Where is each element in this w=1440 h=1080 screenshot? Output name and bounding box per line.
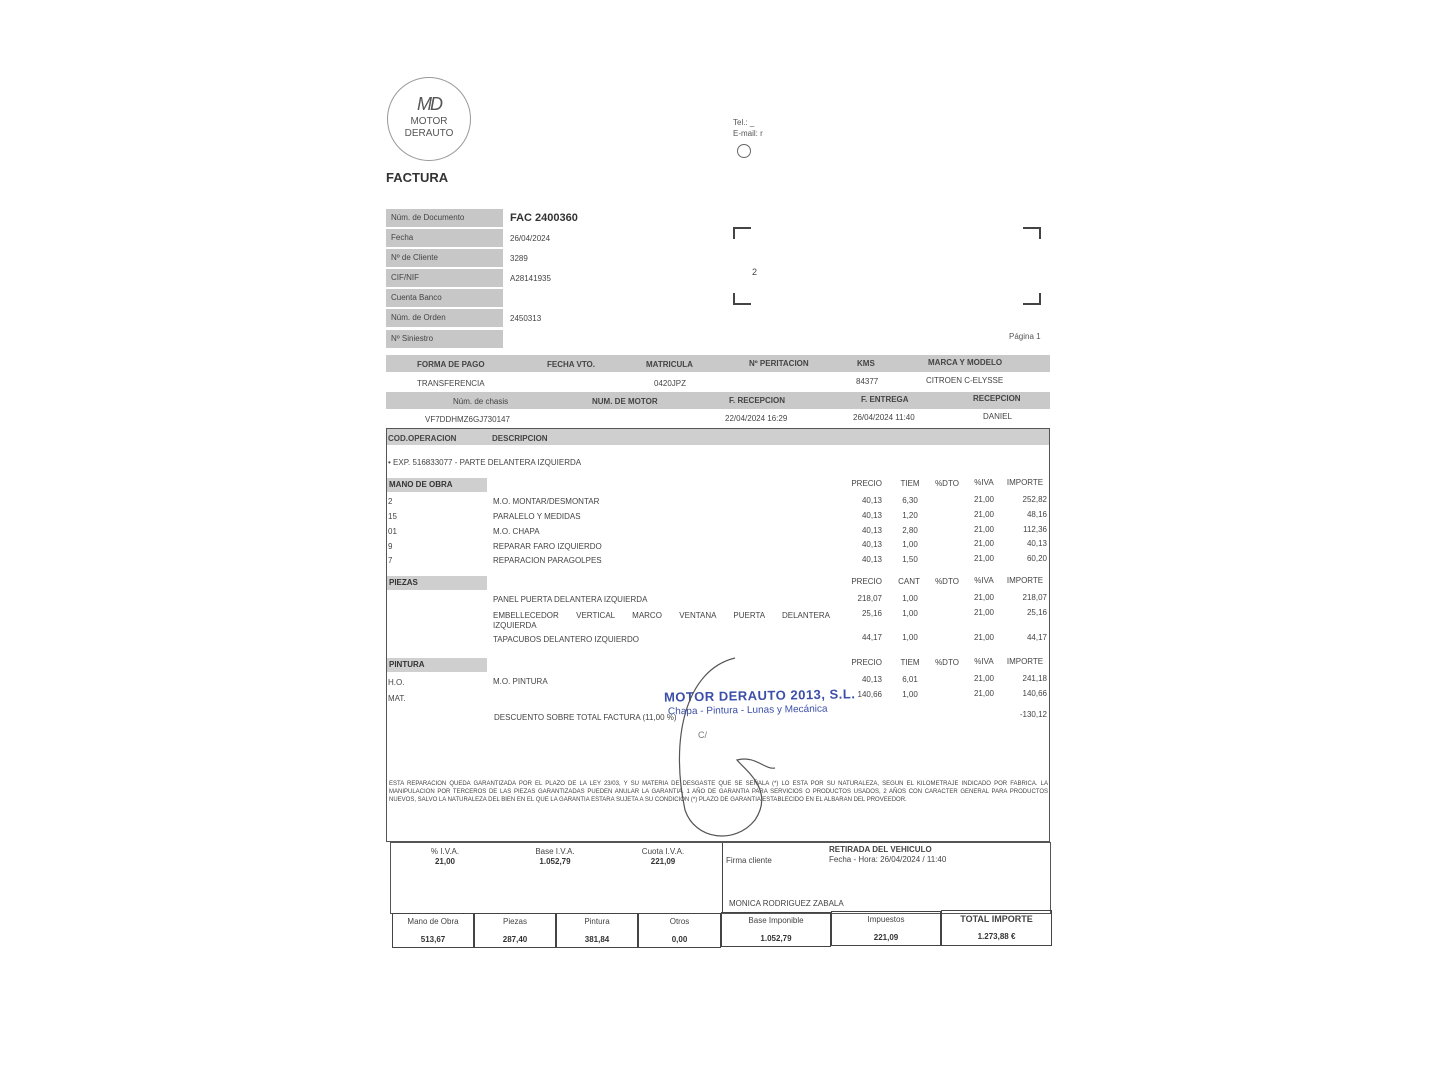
mileage: 84377 (856, 377, 879, 386)
signature (665, 650, 785, 850)
pieza-desc: EMBELLECEDOR VERTICAL MARCO VENTANA PUERTA DELANTERA (493, 611, 830, 620)
social-icon (737, 144, 751, 158)
mano-tiem: 1,20 (902, 511, 918, 520)
pieza-cant: 1,00 (902, 633, 918, 642)
pintura-tiem: 1,00 (902, 690, 918, 699)
mano-importe: 112,36 (1023, 525, 1047, 534)
header-kms: KMS (857, 359, 875, 368)
mano-col-precio: PRECIO (851, 479, 882, 488)
pieza-desc-cont: IZQUIERDA (493, 621, 537, 630)
page-title: FACTURA (386, 170, 449, 185)
mano-tiem: 2,80 (902, 526, 918, 535)
discount-value: -130,12 (1019, 710, 1047, 719)
mano-code: 01 (388, 527, 397, 536)
field-label-cuenta: Cuenta Banco (386, 289, 503, 307)
pieza-importe: 44,17 (1026, 633, 1047, 642)
vehicle-pickup-title: RETIRADA DEL VEHICULO (829, 845, 932, 854)
pieza-iva: 21,00 (973, 608, 995, 617)
mano-col-tiem: TIEM (900, 479, 920, 488)
logo-mark: MD (417, 94, 441, 114)
pieza-precio: 44,17 (861, 633, 882, 642)
mano-desc: M.O. CHAPA (493, 527, 540, 536)
header-recepcion: RECEPCION (973, 394, 1021, 403)
mano-desc: M.O. MONTAR/DESMONTAR (493, 497, 600, 506)
mano-importe: 252,82 (1022, 495, 1047, 504)
mano-col-iva: %IVA (974, 478, 994, 487)
mano-importe: 40,13 (1026, 539, 1047, 548)
tax-cuota-label: Cuota I.V.A. (641, 847, 685, 856)
pieza-cant: 1,00 (902, 609, 918, 618)
section-pintura: PINTURA (387, 658, 487, 672)
total-header: Otros (669, 917, 690, 926)
mano-precio: 40,13 (861, 555, 882, 564)
warranty-text: ESTA REPARACION QUEDA GARANTIZADA POR EL PLAZO DE LA LEY 23/03, Y SU MATERIA DE DESGASTE QUE SE SEÑALA (*) LO ESTA POR SU NATURALEZA, SEGUN EL KILOMETRAJE INDICADO POR FABRICA. LA MANIPULACION POR TERCEROS DE LAS PIEZAS GARANTIZADAS PUEDEN ANULAR LA GARANTIA. 1 AÑO DE GARANTIA PARA SERVICIOS O PRODUCTOS USADOS, 2 AÑOS CON CARACTER GENERAL PARA PRODUCTOS NUEVOS, SALVO LA NATURALEZA DEL BIEN EN EL QUE LA GARANTIA ESTARA SUJETA A SU CONDICION (*) PLAZO DE GARANTIA ESTABLECIDO EN EL ALBARAN DEL PROVEEDOR. (389, 781, 1048, 803)
mano-code: 9 (388, 542, 393, 551)
total-cell (721, 912, 831, 947)
header-fecha-vto: FECHA VTO. (547, 360, 596, 369)
company-email: E-mail: r (733, 129, 763, 138)
total-header: Base Imponible (748, 916, 804, 925)
section-piezas: PIEZAS (387, 576, 487, 590)
document-date: 26/04/2024 (510, 234, 551, 243)
pieza-cant: 1,00 (902, 594, 918, 603)
discount-label: DESCUENTO SOBRE TOTAL FACTURA (11,00 %) (494, 713, 677, 722)
pintura-iva: 21,00 (973, 689, 995, 698)
total-value: 381,84 (584, 935, 610, 944)
mano-precio: 40,13 (861, 511, 882, 520)
mano-iva: 21,00 (973, 510, 995, 519)
client-name: MONICA RODRIGUEZ ZABALA (729, 899, 844, 908)
grand-total-value: 1.273,88 € (977, 932, 1016, 941)
pintura-code: H.O. (388, 678, 405, 687)
pieza-precio: 25,16 (861, 609, 882, 618)
tax-iva-label: % I.V.A. (430, 847, 460, 856)
client-number: 3289 (510, 254, 528, 263)
piezas-col-cant: CANT (898, 577, 920, 586)
header-chasis: Núm. de chasis (453, 397, 509, 406)
total-cell (831, 911, 941, 946)
pieza-importe: 25,16 (1026, 608, 1047, 617)
pintura-col-importe: IMPORTE (1006, 657, 1044, 666)
total-value: 0,00 (671, 935, 688, 944)
header-marca-modelo: MARCA Y MODELO (928, 358, 1003, 367)
mano-desc: REPARAR FARO IZQUIERDO (493, 542, 602, 551)
mano-col-dto: %DTO (935, 479, 959, 488)
chassis-number: VF7DDHMZ6GJ730147 (425, 415, 510, 424)
stamp-line3: C/ (698, 730, 707, 740)
order-number: 2450313 (510, 314, 542, 323)
company-tel: Tel.: _ (733, 118, 755, 127)
pintura-col-iva: %IVA (974, 657, 994, 666)
client-signature-label: Firma cliente (726, 856, 772, 865)
total-header: Mano de Obra (407, 917, 459, 926)
document-number: FAC 2400360 (510, 212, 578, 224)
mano-code: 15 (388, 512, 397, 521)
stamp-line2: Chapa - Pintura - Lunas y Mecánica (667, 703, 828, 718)
cif-value: A28141935 (510, 274, 551, 283)
delivery-date: 26/04/2024 11:40 (853, 413, 915, 422)
pintura-col-tiem: TIEM (900, 658, 920, 667)
mano-tiem: 6,30 (902, 496, 918, 505)
header-forma-pago: FORMA DE PAGO (417, 360, 485, 369)
total-cell (556, 913, 638, 948)
field-label-cif: CIF/NIF (386, 269, 503, 287)
reception-date: 22/04/2024 16:29 (725, 414, 788, 423)
pintura-importe: 241,18 (1022, 674, 1047, 683)
company-logo (387, 77, 471, 161)
field-label-documento: Núm. de Documento (386, 209, 503, 227)
total-value: 221,09 (873, 933, 899, 942)
mano-iva: 21,00 (973, 554, 995, 563)
total-header: Impuestos (867, 915, 905, 924)
piezas-col-precio: PRECIO (851, 577, 882, 586)
vehicle-model: CITROEN C-ELYSSE (926, 376, 1004, 385)
total-value: 287,40 (502, 935, 528, 944)
pintura-tiem: 6,01 (902, 675, 918, 684)
logo-line2: DERAUTO (404, 128, 454, 139)
recipient-line: 2 (752, 267, 758, 277)
mano-code: 7 (388, 556, 393, 565)
grand-total-header: TOTAL IMPORTE (960, 914, 1033, 924)
receptionist: DANIEL (983, 412, 1012, 421)
mano-tiem: 1,00 (902, 540, 918, 549)
stamp-line1: MOTOR DERAUTO 2013, S.L. (663, 686, 856, 705)
tax-iva-value: 21,00 (434, 857, 456, 866)
total-cell (392, 913, 474, 948)
pintura-col-precio: PRECIO (851, 658, 882, 667)
tax-cuota-value: 221,09 (650, 857, 676, 866)
pieza-desc: TAPACUBOS DELANTERO IZQUIERDO (493, 635, 639, 644)
mano-iva: 21,00 (973, 525, 995, 534)
pintura-precio: 140,66 (857, 690, 882, 699)
total-value: 513,67 (420, 935, 446, 944)
mano-precio: 40,13 (861, 540, 882, 549)
tax-base-label: Base I.V.A. (535, 847, 575, 856)
mano-col-importe: IMPORTE (1006, 478, 1044, 487)
mano-importe: 48,16 (1026, 510, 1047, 519)
mano-precio: 40,13 (861, 526, 882, 535)
expedient-line: • EXP. 516833077 - PARTE DELANTERA IZQUIERDA (388, 458, 582, 467)
header-descripcion: DESCRIPCION (492, 434, 548, 443)
mano-iva: 21,00 (973, 539, 995, 548)
license-plate: 0420JPZ (654, 379, 687, 388)
header-cod-operacion: COD.OPERACION (388, 434, 457, 443)
field-label-orden: Núm. de Orden (386, 309, 503, 327)
pintura-importe: 140,66 (1022, 689, 1047, 698)
pieza-iva: 21,00 (973, 593, 995, 602)
pintura-code: MAT. (388, 694, 406, 703)
mano-tiem: 1,50 (902, 555, 918, 564)
grand-total-cell (941, 910, 1052, 946)
pieza-iva: 21,00 (973, 633, 995, 642)
piezas-col-dto: %DTO (935, 577, 959, 586)
pintura-desc: M.O. PINTURA (493, 677, 548, 686)
total-cell (474, 913, 556, 948)
header-f-recepcion: F. RECEPCION (729, 396, 786, 405)
address-window (733, 227, 1041, 305)
header-matricula: MATRICULA (646, 360, 693, 369)
payment-method: TRANSFERENCIA (417, 379, 485, 388)
mano-desc: PARALELO Y MEDIDAS (493, 512, 581, 521)
vehicle-pickup-date: Fecha - Hora: 26/04/2024 / 11:40 (829, 855, 947, 864)
tax-base-value: 1.052,79 (539, 857, 571, 866)
pieza-importe: 218,07 (1022, 593, 1047, 602)
piezas-col-iva: %IVA (974, 576, 994, 585)
mano-precio: 40,13 (861, 496, 882, 505)
lines-header-bar (387, 429, 1049, 445)
pintura-iva: 21,00 (973, 674, 995, 683)
field-label-cliente: Nº de Cliente (386, 249, 503, 267)
header-peritacion: Nº PERITACION (749, 359, 809, 368)
total-cell (638, 913, 721, 948)
mano-code: 2 (388, 497, 393, 506)
total-value: 1.052,79 (760, 934, 792, 943)
pintura-precio: 40,13 (861, 675, 882, 684)
field-label-fecha: Fecha (386, 229, 503, 247)
field-label-siniestro: Nº Siniestro (386, 330, 503, 348)
piezas-col-importe: IMPORTE (1006, 576, 1044, 585)
header-num-motor: NUM. DE MOTOR (592, 397, 658, 406)
mano-desc: REPARACION PARAGOLPES (493, 556, 602, 565)
section-mano-obra: MANO DE OBRA (387, 478, 487, 492)
tax-box (390, 842, 1051, 914)
pieza-precio: 218,07 (857, 594, 882, 603)
pieza-desc: PANEL PUERTA DELANTERA IZQUIERDA (493, 595, 648, 604)
total-header: Pintura (584, 917, 610, 926)
mano-iva: 21,00 (973, 495, 995, 504)
mano-importe: 60,20 (1026, 554, 1047, 563)
logo-line1: MOTOR (410, 116, 448, 127)
header-f-entrega: F. ENTREGA (861, 395, 909, 404)
page-number: Página 1 (1009, 332, 1041, 341)
pintura-col-dto: %DTO (935, 658, 959, 667)
total-header: Piezas (502, 917, 527, 926)
